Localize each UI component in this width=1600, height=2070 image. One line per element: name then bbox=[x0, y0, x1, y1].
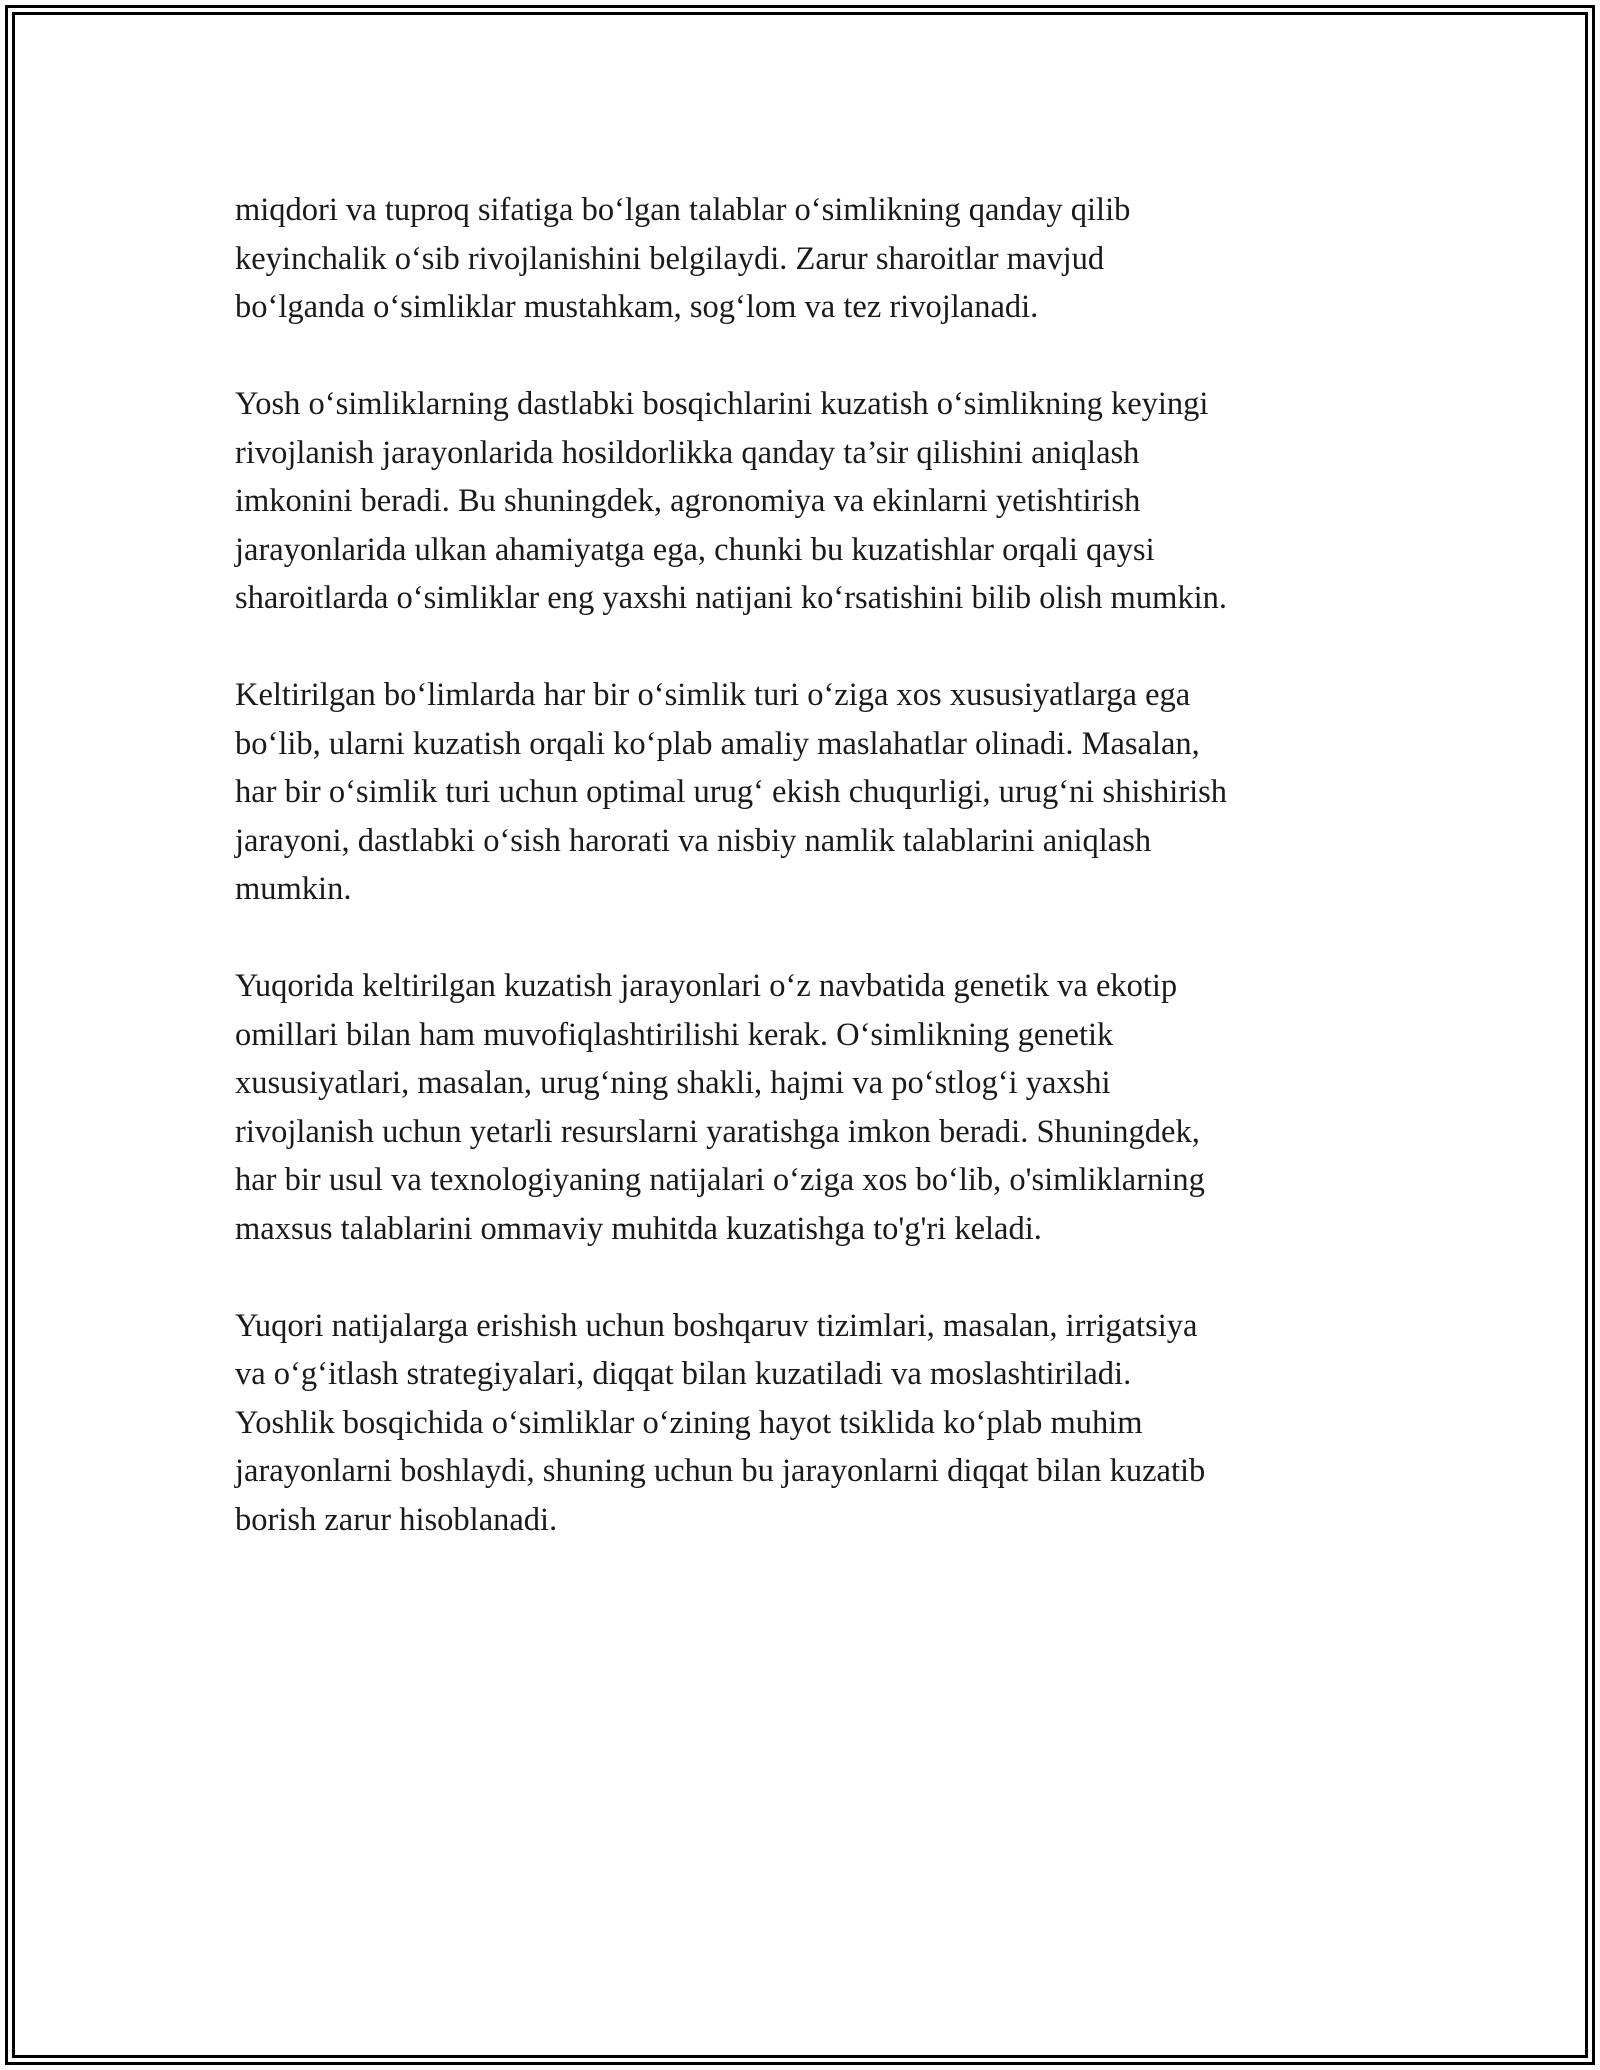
text-line: imkonini beradi. Bu shuningdek, agronomiya va ekinlarni yetishtirish bbox=[235, 483, 1141, 519]
paragraph-5 bbox=[235, 1302, 1375, 1545]
text-line: jarayoni, dastlabki o‘sish harorati va nisbiy namlik talablarini aniqlash bbox=[235, 822, 1152, 859]
text-line: har bir usul va texnologiyaning natijalari o‘ziga xos bo‘lib, o'simliklarning bbox=[235, 1162, 1205, 1198]
text-line: Yosh o‘simliklarning dastlabki bosqichlarini kuzatish o‘simlikning keyingi bbox=[235, 386, 1209, 422]
text-line: sharoitlarda o‘simliklar eng yaxshi natijani ko‘rsatishini bilib olish mumkin. bbox=[235, 580, 1228, 616]
text-line: jarayonlarida ulkan ahamiyatga ega, chunki bu kuzatishlar orqali qaysi bbox=[235, 531, 1155, 568]
text-line: bo‘lganda o‘simliklar mustahkam, sog‘lom va tez rivojlanadi. bbox=[235, 289, 1039, 325]
text-line: bo‘lib, ularni kuzatish orqali ko‘plab amaliy maslahatlar olinadi. Masalan, bbox=[235, 725, 1200, 762]
paragraph-4 bbox=[235, 962, 1375, 1253]
text-line: har bir o‘simlik turi uchun optimal urug‘ ekish chuqurligi, urug‘ni shishirish bbox=[235, 774, 1228, 810]
text-line: xususiyatlari, masalan, urug‘ning shakli, hajmi va po‘stlog‘i yaxshi bbox=[235, 1065, 1111, 1101]
text-line: Keltirilgan bo‘limlarda har bir o‘simlik turi o‘ziga xos xususiyatlarga ega bbox=[235, 677, 1191, 713]
text-line: maxsus talablarini ommaviy muhitda kuzatishga to'g'ri keladi. bbox=[235, 1210, 1042, 1247]
text-line: mumkin. bbox=[235, 871, 352, 907]
text-line: borish zarur hisoblanadi. bbox=[235, 1501, 558, 1538]
document-body bbox=[235, 186, 1375, 1593]
paragraph-3 bbox=[235, 671, 1375, 914]
paragraph-1 bbox=[235, 186, 1375, 332]
paragraph-2 bbox=[235, 380, 1375, 623]
text-line: keyinchalik o‘sib rivojlanishini belgilaydi. Zarur sharoitlar mavjud bbox=[235, 240, 1105, 277]
text-line: rivojlanish jarayonlarida hosildorlikka qanday ta’sir qilishini aniqlash bbox=[235, 434, 1140, 471]
text-line: omillari bilan ham muvofiqlashtirilishi kerak. O‘simlikning genetik bbox=[235, 1016, 1114, 1053]
text-line: Yuqorida keltirilgan kuzatish jarayonlari o‘z navbatida genetik va ekotip bbox=[235, 968, 1178, 1004]
text-line: Yoshlik bosqichida o‘simliklar o‘zining hayot tsiklida ko‘plab muhim bbox=[235, 1404, 1143, 1441]
text-line: jarayonlarni boshlaydi, shuning uchun bu jarayonlarni diqqat bilan kuzatib bbox=[235, 1453, 1206, 1489]
text-line: va o‘g‘itlash strategiyalari, diqqat bilan kuzatiladi va moslashtiriladi. bbox=[235, 1356, 1132, 1392]
text-line: Yuqori natijalarga erishish uchun boshqaruv tizimlari, masalan, irrigatsiya bbox=[235, 1307, 1198, 1344]
text-line: miqdori va tuproq sifatiga bo‘lgan talablar o‘simlikning qanday qilib bbox=[235, 192, 1131, 228]
text-line: rivojlanish uchun yetarli resurslarni yaratishga imkon beradi. Shuningdek, bbox=[235, 1113, 1200, 1150]
